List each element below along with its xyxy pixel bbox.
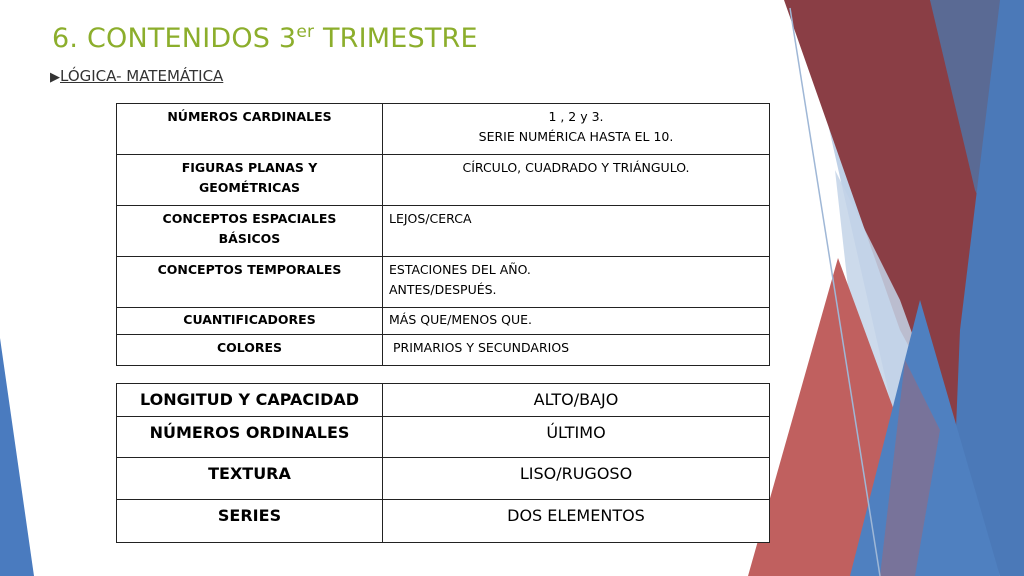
table-row: CONCEPTOS ESPACIALES BÁSICOS LEJOS/CERCA <box>117 206 770 257</box>
table-row: CONCEPTOS TEMPORALES ESTACIONES DEL AÑO. ANTES/DESPUÉS. <box>117 257 770 308</box>
bullet-arrow-icon: ▶ <box>50 70 60 85</box>
left-blue-triangle <box>0 338 34 576</box>
contents-table-2 <box>116 383 770 543</box>
slide-title: 6. CONTENIDOS 3er TRIMESTRE <box>52 22 478 54</box>
table-row: COLORES PRIMARIOS Y SECUNDARIOS <box>117 335 770 366</box>
table-row: NÚMEROS ORDINALES ÚLTIMO <box>117 417 770 458</box>
table-row: FIGURAS PLANAS Y GEOMÉTRICAS CÍRCULO, CUADRADO Y TRIÁNGULO. <box>117 155 770 206</box>
section-subtitle: ▶LÓGICA- MATEMÁTICA <box>50 67 224 85</box>
table-row: SERIES DOS ELEMENTOS <box>117 500 770 543</box>
contents-table-1 <box>116 103 770 366</box>
table-row: LONGITUD Y CAPACIDAD ALTO/BAJO <box>117 384 770 417</box>
table-row: NÚMEROS CARDINALES 1 , 2 y 3. SERIE NUMÉRICA HASTA EL 10. <box>117 104 770 155</box>
table-row: CUANTIFICADORES MÁS QUE/MENOS QUE. <box>117 308 770 335</box>
table-row: TEXTURA LISO/RUGOSO <box>117 458 770 500</box>
